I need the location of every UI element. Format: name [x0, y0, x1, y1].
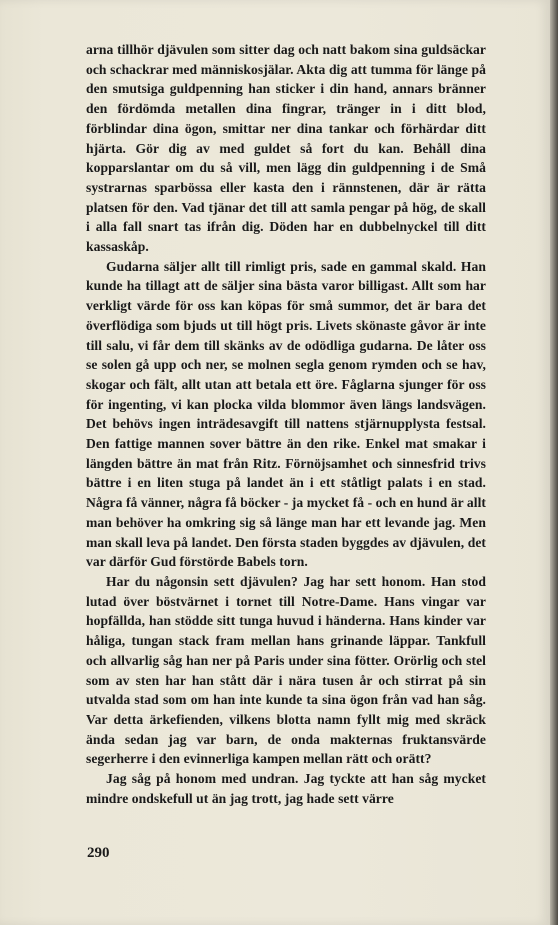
book-binding-edge — [550, 0, 558, 925]
paragraph: Gudarna säljer allt till rimligt pris, sade en gammal skald. Han kunde ha tillagt att de säljer sina bästa varor billigast. Allt som har verkligt värde för oss kan köpas för små summor, det är bara det överflödiga som bjuds ut till högt pris. Livets skönaste gåvor är inte till salu, vi får dem till skänks av de odödliga gudarna. De låter oss se solen gå upp och ner, se molnen segla genom rymden och se hav, skogar och fält, allt utan att betala ett öre. Fåglarna sjunger för oss för ingenting, vi kan plocka vilda blommor även längs landsvägen. Det behövs ingen inträdesavgift till nattens stjärnupplysta festsal. Den fattige mannen sover bättre än den rike. Enkel mat smakar i längden bättre än mat från Ritz. Förnöjsamhet och sinnesfrid trivs bättre i en liten stuga på landet än i ett ståtligt palats i en stad. Några få vänner, några få böcker - ja mycket få - och en hund är allt man behöver ha omkring sig så länge man har ett levande jag. Men man skall leva på landet. Den första staden byggdes av djävulen, det var därför Gud förstörde Babels torn. — [86, 258, 486, 570]
paragraph: arna tillhör djävulen som sitter dag och natt bakom sina guldsäckar och schackrar med människosjälar. Akta dig att tumma för länge på den smutsiga guldpenning han sticker i din hand, annars bränner den fördömda metallen dina fingrar, tränger in i ditt blod, förblindar dina ögon, smittar ner dina tankar och förhärdar ditt hjärta. Gör dig av med guldet så fort du kan. Behåll dina kopparslantar om du så vill, men lägg din guldpenning i de Små systrarnas sparbössa eller kasta den i rännstenen, där är rätta platsen för den. Vad tjänar det till att samla pengar på hög, de skall i alla fall snart tas ifrån dig. Döden har en dubbelnyckel till ditt kassaskåp. — [86, 42, 486, 255]
paragraph: Har du någonsin sett djävulen? Jag har sett honom. Han stod lutad över böstvärnet i tornet till Notre-Dame. Hans vingar var hopfällda, han stödde sitt tunga huvud i händerna. Hans kinder var håliga, tungan stack fram mellan hans grinande läppar. Tankfull och allvarlig såg han ner på Paris under sina fötter. Orörlig och stel som av sten har han stått där i nära tusen år och stirrat på sin utvalda stad som om han inte kunde ta sina ögon från vad han såg. Var detta ärkefienden, vilkens blotta namn fyllt mig med skräck ända sedan jag var barn, de onda makternas fruktansvärde segerherre i den evinnerliga kampen mellan rätt och orätt? — [86, 573, 486, 767]
paragraph: Jag såg på honom med undran. Jag tyckte att han såg mycket mindre ondskefull ut än jag trott, jag hade sett värre — [86, 771, 486, 806]
page-number: 290 — [87, 845, 110, 861]
body-text — [86, 40, 486, 808]
